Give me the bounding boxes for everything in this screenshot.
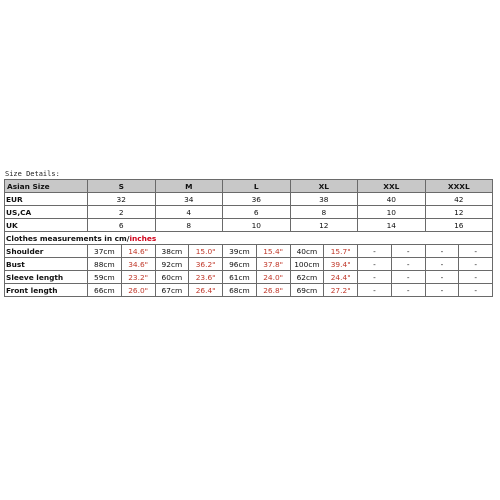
inch-cell: 23.6": [189, 271, 223, 284]
inch-cell: -: [391, 271, 425, 284]
inch-cell: 24.4": [324, 271, 358, 284]
cm-cell: -: [358, 284, 392, 297]
table-cell: 36: [223, 193, 291, 206]
cm-cell: -: [425, 271, 459, 284]
inch-cell: 26.4": [189, 284, 223, 297]
row-label: EUR: [5, 193, 88, 206]
cm-cell: 88cm: [88, 258, 122, 271]
inch-cell: 24.0": [256, 271, 290, 284]
table-cell: 34: [155, 193, 223, 206]
inch-cell: 37.8": [256, 258, 290, 271]
cm-cell: -: [358, 245, 392, 258]
cm-cell: 37cm: [88, 245, 122, 258]
table-cell: 10: [223, 219, 291, 232]
measurements-note-inches: inches: [129, 233, 157, 243]
cm-cell: -: [425, 284, 459, 297]
inch-cell: -: [459, 245, 493, 258]
size-row-eur: [5, 193, 493, 206]
table-cell: 8: [290, 206, 358, 219]
measure-row-front-length: [5, 284, 493, 297]
measurements-note-prefix: Clothes measurements in cm/: [6, 233, 130, 243]
cm-cell: 38cm: [155, 245, 189, 258]
cm-cell: -: [358, 271, 392, 284]
row-label: UK: [5, 219, 88, 232]
row-label: Sleeve length: [5, 271, 88, 284]
inch-cell: -: [459, 258, 493, 271]
measure-row-bust: [5, 258, 493, 271]
header-size-l: L: [223, 180, 291, 193]
header-size-xxxl: XXXL: [425, 180, 493, 193]
inch-cell: 39.4": [324, 258, 358, 271]
inch-cell: 15.7": [324, 245, 358, 258]
size-row-us-ca: [5, 206, 493, 219]
table-cell: 6: [223, 206, 291, 219]
cm-cell: 92cm: [155, 258, 189, 271]
measurements-note-row: [5, 232, 493, 245]
size-chart-table: [4, 179, 493, 297]
cm-cell: 40cm: [290, 245, 324, 258]
inch-cell: 26.8": [256, 284, 290, 297]
inch-cell: 27.2": [324, 284, 358, 297]
cm-cell: 68cm: [223, 284, 257, 297]
table-cell: 38: [290, 193, 358, 206]
measurements-note: [5, 232, 493, 245]
inch-cell: 15.4": [256, 245, 290, 258]
table-cell: 32: [88, 193, 156, 206]
table-cell: 40: [358, 193, 426, 206]
inch-cell: 34.6": [121, 258, 155, 271]
inch-cell: 26.0": [121, 284, 155, 297]
cm-cell: 39cm: [223, 245, 257, 258]
header-row: [5, 180, 493, 193]
inch-cell: -: [459, 284, 493, 297]
cm-cell: -: [425, 245, 459, 258]
table-cell: 14: [358, 219, 426, 232]
header-size-xxl: XXL: [358, 180, 426, 193]
cm-cell: 66cm: [88, 284, 122, 297]
cm-cell: 69cm: [290, 284, 324, 297]
cm-cell: -: [358, 258, 392, 271]
cm-cell: 67cm: [155, 284, 189, 297]
header-size-m: M: [155, 180, 223, 193]
table-cell: 8: [155, 219, 223, 232]
table-cell: 12: [425, 206, 493, 219]
cm-cell: 59cm: [88, 271, 122, 284]
measure-row-shoulder: [5, 245, 493, 258]
size-details-caption: Size Details:: [5, 170, 60, 178]
inch-cell: -: [459, 271, 493, 284]
row-label: Shoulder: [5, 245, 88, 258]
inch-cell: 14.6": [121, 245, 155, 258]
inch-cell: -: [391, 284, 425, 297]
row-label: Front length: [5, 284, 88, 297]
cm-cell: -: [425, 258, 459, 271]
cm-cell: 60cm: [155, 271, 189, 284]
table-cell: 10: [358, 206, 426, 219]
inch-cell: 23.2": [121, 271, 155, 284]
header-asian-size: Asian Size: [5, 180, 88, 193]
inch-cell: -: [391, 258, 425, 271]
row-label: Bust: [5, 258, 88, 271]
row-label: US,CA: [5, 206, 88, 219]
header-size-s: S: [88, 180, 156, 193]
table-cell: 12: [290, 219, 358, 232]
cm-cell: 96cm: [223, 258, 257, 271]
inch-cell: -: [391, 245, 425, 258]
cm-cell: 100cm: [290, 258, 324, 271]
table-cell: 16: [425, 219, 493, 232]
table-cell: 4: [155, 206, 223, 219]
table-cell: 42: [425, 193, 493, 206]
inch-cell: 36.2": [189, 258, 223, 271]
table-cell: 2: [88, 206, 156, 219]
cm-cell: 61cm: [223, 271, 257, 284]
header-size-xl: XL: [290, 180, 358, 193]
inch-cell: 15.0": [189, 245, 223, 258]
size-row-uk: [5, 219, 493, 232]
table-cell: 6: [88, 219, 156, 232]
measure-row-sleeve-length: [5, 271, 493, 284]
cm-cell: 62cm: [290, 271, 324, 284]
